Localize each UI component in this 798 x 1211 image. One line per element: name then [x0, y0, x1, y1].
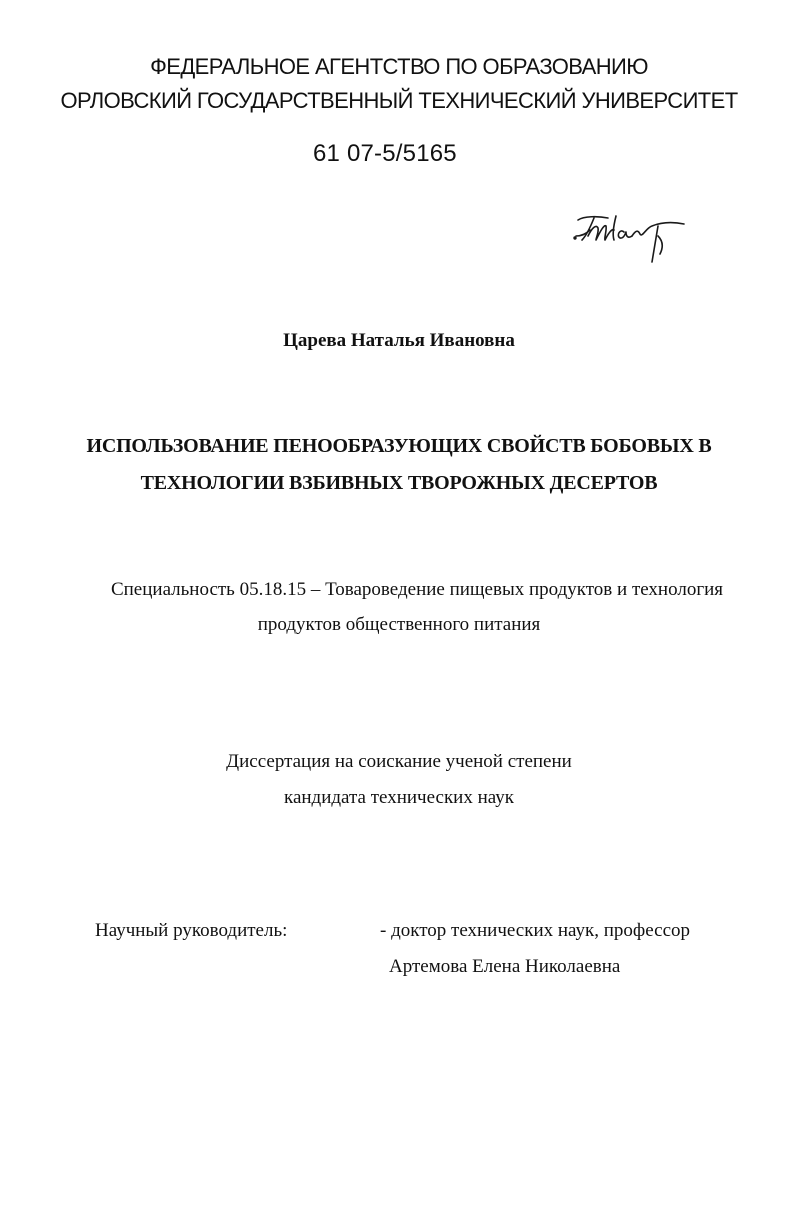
specialty-line-1: Специальность 05.18.15 – Товароведение пищевых продуктов и технология [110, 579, 724, 600]
supervisor-name: Артемова Елена Николаевна [389, 956, 621, 977]
author-name: Царева Наталья Ивановна [283, 330, 515, 351]
supervisor-degree: - доктор технических наук, профессор [380, 920, 691, 941]
title-line-2: ТЕХНОЛОГИИ ВЗБИВНЫХ ТВОРОЖНЫХ ДЕСЕРТОВ [140, 472, 658, 494]
specialty-line-2: продуктов общественного питания [257, 614, 541, 635]
agency-name: ФЕДЕРАЛЬНОЕ АГЕНТСТВО ПО ОБРАЗОВАНИЮ [150, 54, 648, 79]
university-name: ОРЛОВСКИЙ ГОСУДАРСТВЕННЫЙ ТЕХНИЧЕСКИЙ УНИВЕРСИТЕТ [60, 88, 738, 113]
handwritten-signature [572, 206, 692, 264]
specialty [0, 572, 798, 642]
document-code: 61 07-5/5165 [313, 140, 457, 167]
degree-line-1: Диссертация на соискание ученой степени [226, 751, 572, 772]
degree-line-2: кандидата технических наук [284, 787, 514, 808]
title-line-1: ИСПОЛЬЗОВАНИЕ ПЕНООБРАЗУЮЩИХ СВОЙСТВ БОБОВЫХ В [86, 435, 712, 457]
institution-header [0, 50, 798, 118]
supervisor-label: Научный руководитель: [95, 920, 288, 941]
dissertation-title [0, 428, 798, 502]
degree-statement [0, 744, 798, 816]
